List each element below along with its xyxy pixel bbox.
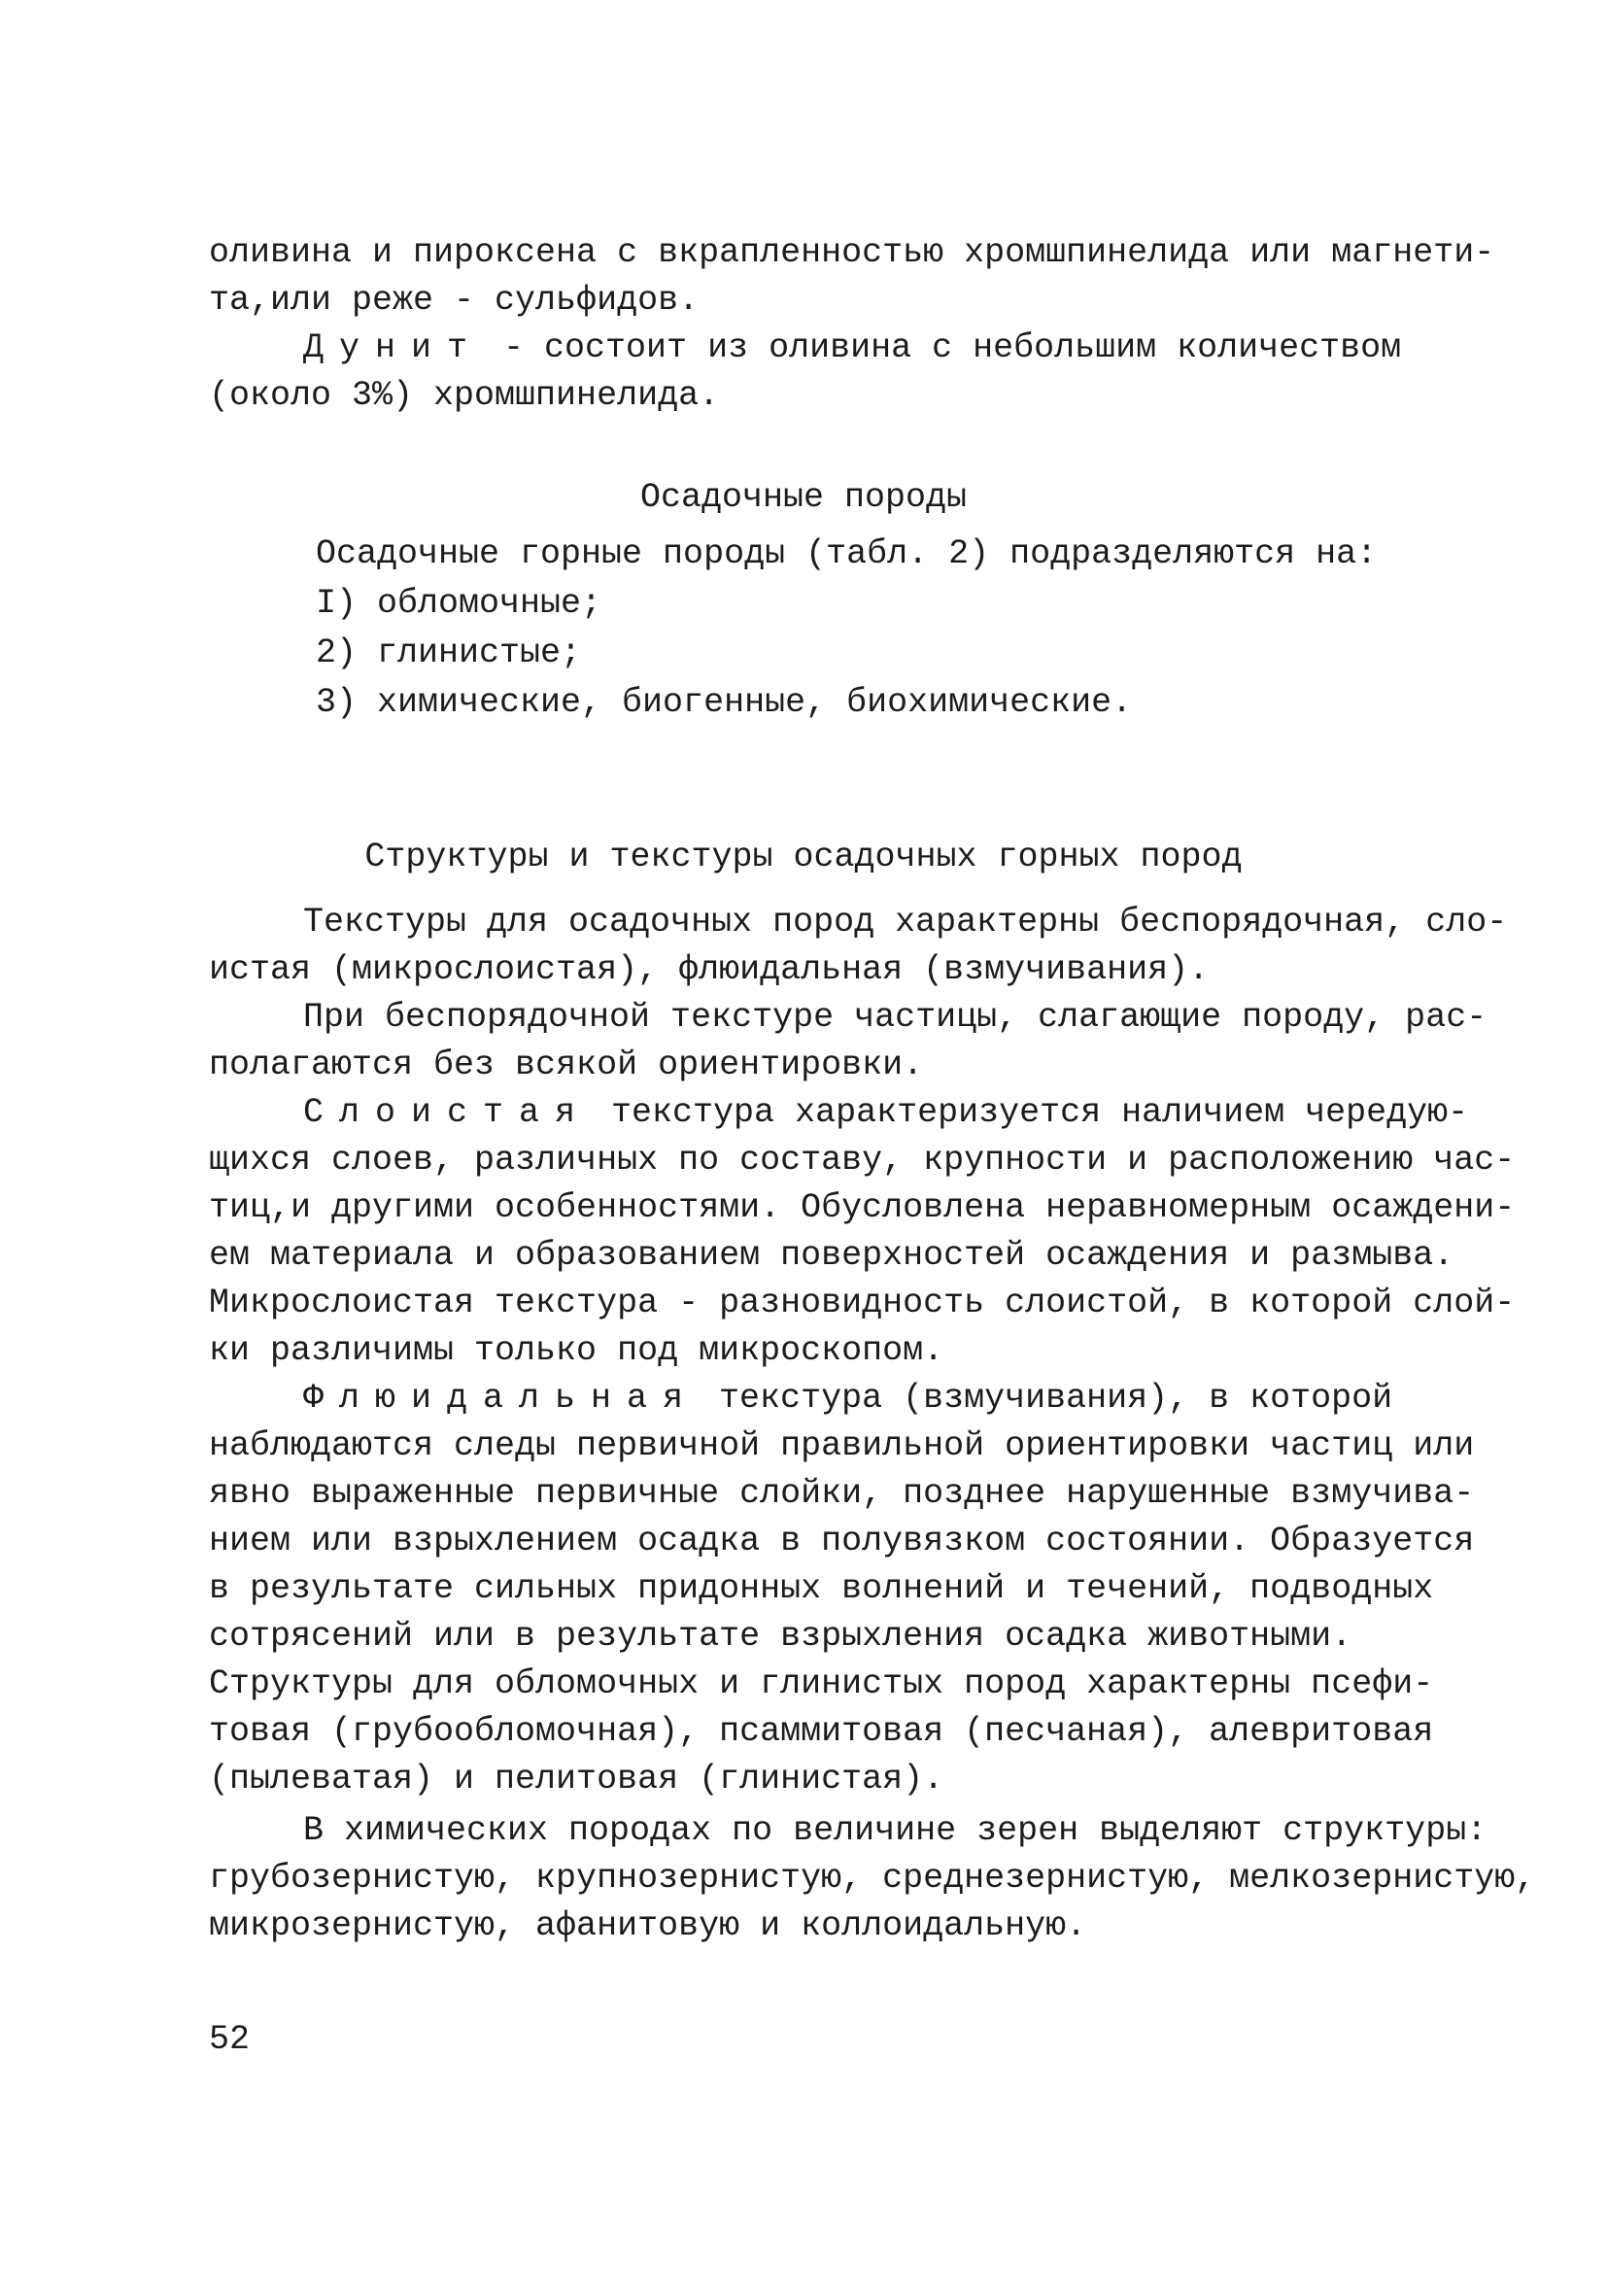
text-line: Структуры для обломочных и глинистых пород характерны псефи- [209, 1664, 1434, 1703]
text-line: ки различимы только под микроскопом. [209, 1331, 944, 1370]
term-dunite: Дунит [303, 328, 484, 367]
section-heading-structures: Структуры и текстуры осадочных горных пород [364, 838, 1243, 876]
text-line: сотрясений или в результате взрыхления осадка животными. [209, 1617, 1352, 1656]
text-line: (около 3%) хромшпинелида. [209, 376, 720, 415]
text-line: микрозернистую, афанитовую и коллоидальную. [209, 1906, 1087, 1945]
text-line: явно выраженные первичные слойки, позднее нарушенные взмучива- [209, 1474, 1475, 1513]
text-line: Микрослоистая текстура - разновидность слоистой, в которой слой- [209, 1284, 1516, 1322]
text-line: та,или реже - сульфидов. [209, 281, 700, 320]
list-item: I) обломочные; [316, 584, 602, 623]
list-item: 3) химические, биогенные, биохимические. [316, 683, 1133, 722]
dunite-paragraph-line [303, 325, 1527, 372]
text-line: Текстуры для осадочных пород характерны беспорядочная, сло- [303, 903, 1508, 942]
text-line: Осадочные горные породы (табл. 2) подразделяются на: [316, 534, 1378, 573]
text-line: в результате сильных придонных волнений и течений, подводных [209, 1569, 1434, 1608]
text-line: наблюдаются следы первичной правильной ориентировки частиц или [209, 1426, 1475, 1465]
text-line: товая (грубообломочная), псаммитовая (песчаная), алевритовая [209, 1712, 1434, 1751]
layered-paragraph-line [303, 1089, 1527, 1137]
page-number: 52 [209, 2020, 251, 2059]
term-fluidal: Флюидальная [303, 1379, 700, 1418]
text-line: истая (микрослоистая), флюидальная (взмучивания). [209, 950, 1210, 989]
text-line: грубозернистую, крупнозернистую, среднезернистую, мелкозернистую, [209, 1859, 1536, 1898]
text-line: щихся слоев, различных по составу, крупности и расположению час- [209, 1141, 1516, 1180]
text-line: При беспорядочной текстуре частицы, слагающие породу, рас- [303, 998, 1487, 1037]
text-line: нием или взрыхлением осадка в полувязком состоянии. Образуется [209, 1522, 1475, 1560]
text-line: (пылеватая) и пелитовая (глинистая). [209, 1760, 944, 1799]
text-fragment: текстура (взмучивания), в которой [699, 1379, 1393, 1418]
text-line: полагаются без всякой ориентировки. [209, 1045, 924, 1084]
text-fragment: текстура характеризуется наличием чередую- [591, 1093, 1469, 1132]
text-line: В химических породах по величине зерен выделяют структуры: [303, 1811, 1487, 1850]
text-line: ем материала и образованием поверхностей осаждения и размыва. [209, 1236, 1454, 1275]
text-line: тиц,и другими особенностями. Обусловлена неравномерным осаждени- [209, 1188, 1516, 1227]
list-item: 2) глинистые; [316, 634, 582, 672]
fluidal-paragraph-line [303, 1375, 1527, 1422]
term-layered: Слоистая [303, 1093, 592, 1132]
text-line: оливина и пироксена с вкрапленностью хромшпинелида или магнети- [209, 233, 1495, 272]
section-heading-sedimentary: Осадочные породы [639, 478, 968, 517]
text-fragment: - состоит из оливина с небольшим количеством [483, 328, 1402, 367]
